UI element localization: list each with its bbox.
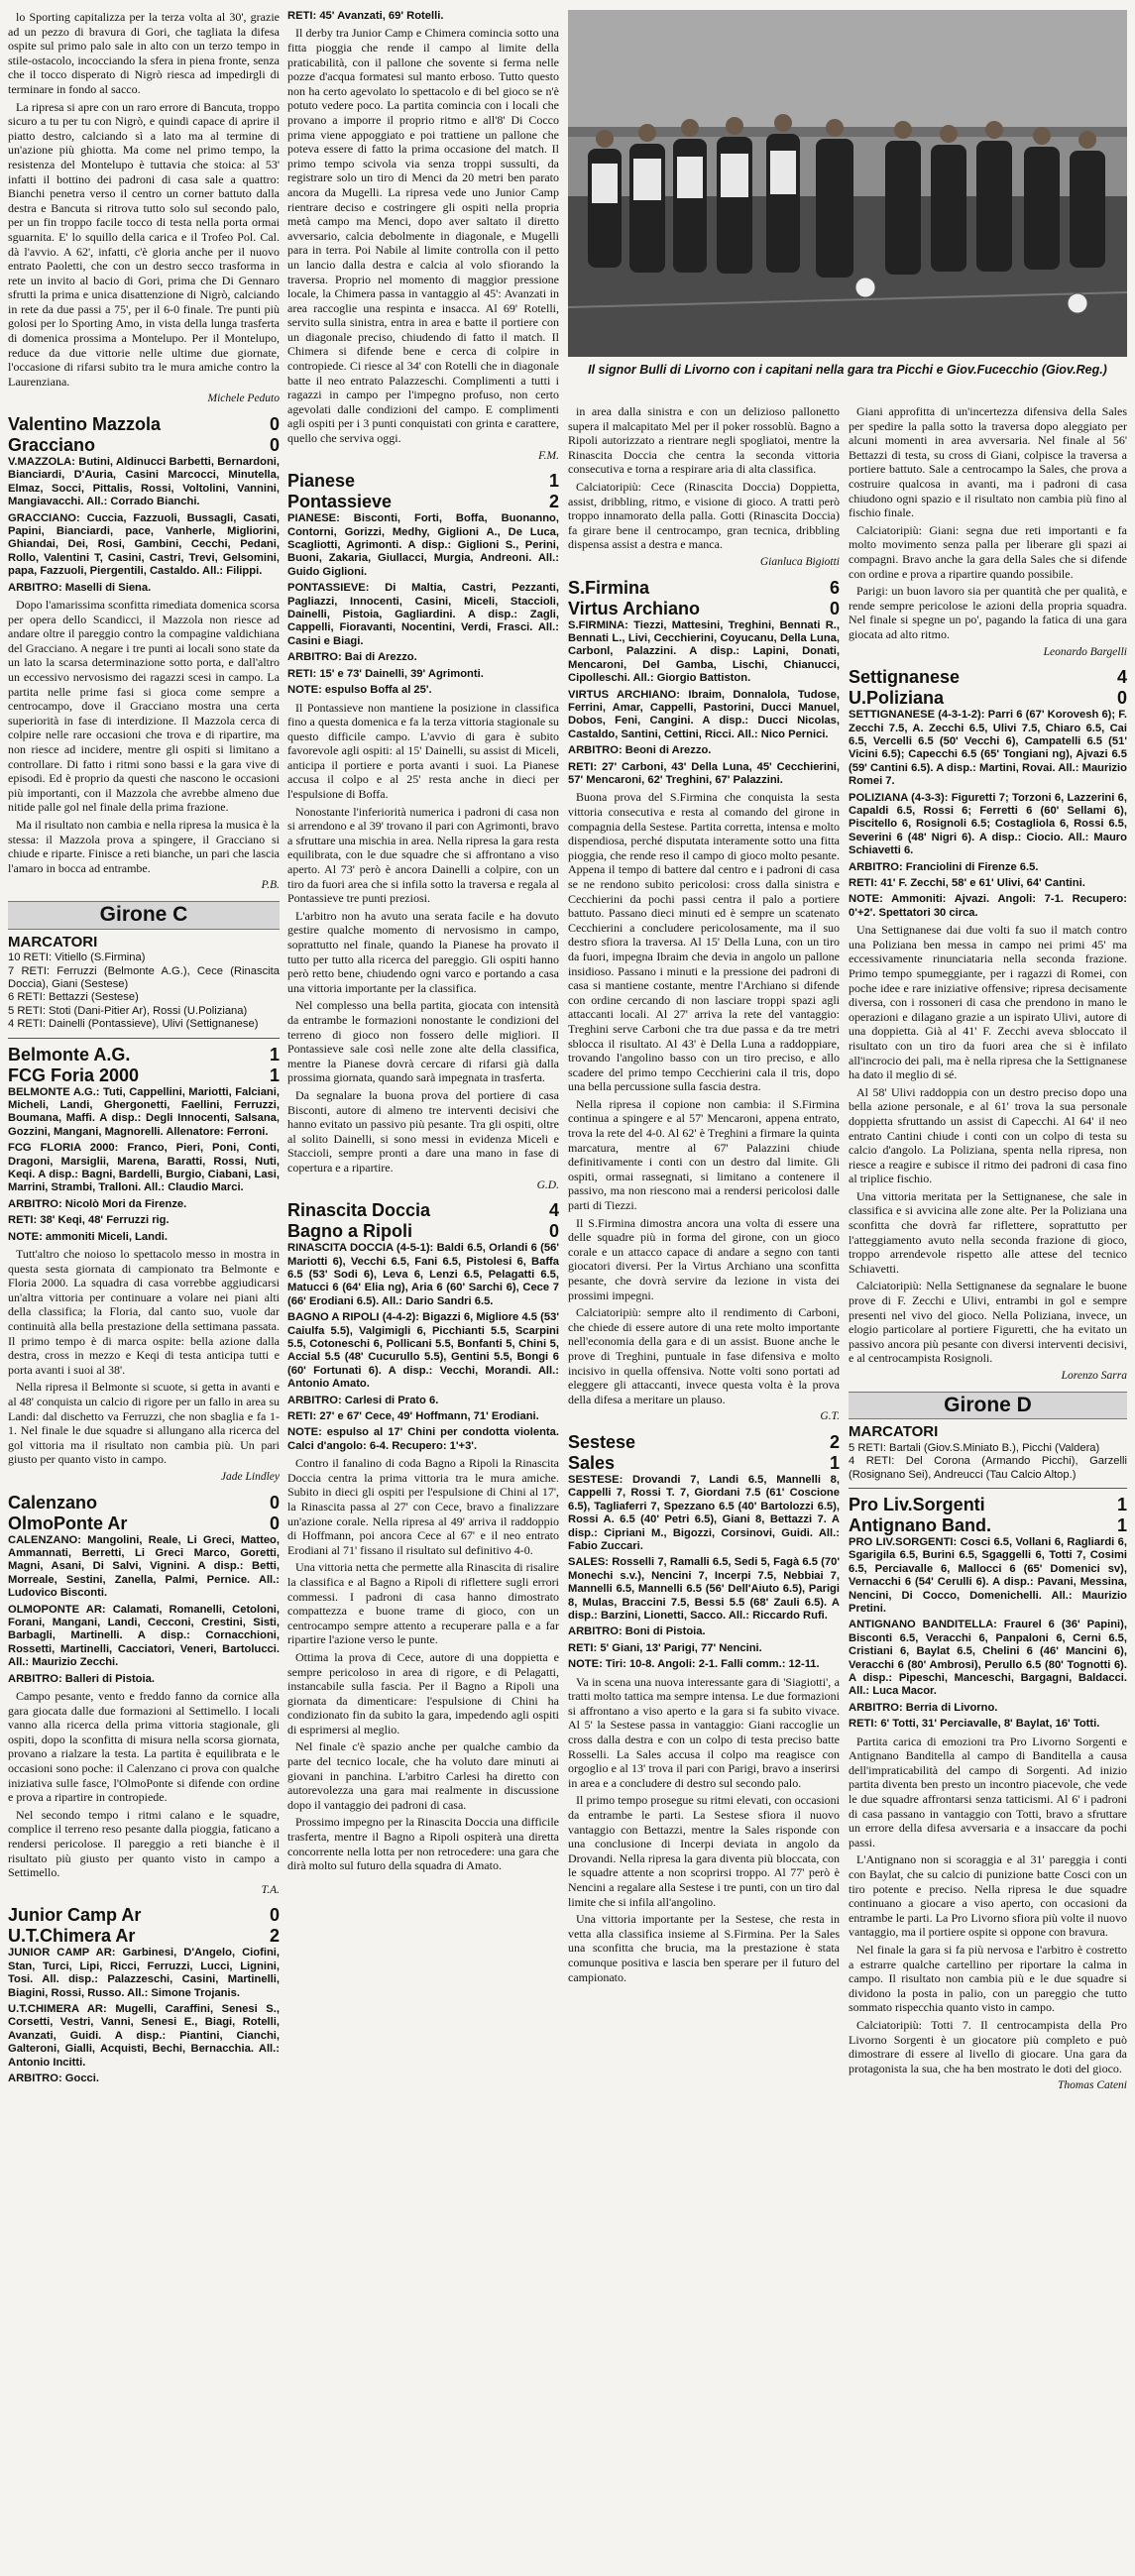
match-header <box>568 1432 840 1474</box>
article-text: Il S.Firmina dimostra ancora una volta di essere una delle squadre più in forma del girone, con un gioco corale e un attacco capace di andare a segno con tanti giocatori diversi. Per la Virtus Archiano una sconfitta pesante, che dovrà servire da lezione in vista dei prossimi impegni. <box>568 1215 840 1302</box>
lineup-away: GRACCIANO: Cuccia, Fazzuoli, Bussagli, Casati, Papini, Bianciardi, pace, Vanherle, Migliorini, Ghiandai, Dei, Rosi, Gambini, Cecchi, Pedani, Rollo, Valentini T, Casini, Castri, Trevi, Gelsomini, papa, Fazzuoli, Piergentili, Castaldo. All.: Filippi. <box>8 511 280 578</box>
article-text: Nel finale c'è spazio anche per qualche cambio da parte del tecnico locale, che ha voluto dare minuti ai giovani in panchina. L'arbitro Carlesi ha diretto con autorevolezza una gara mai realmente in discussione dopo il vantaggio dei padroni di casa. <box>287 1739 559 1812</box>
home-score: 6 <box>829 577 840 598</box>
referee: ARBITRO: Franciolini di Firenze 6.5. <box>849 860 1039 873</box>
home-score: 4 <box>548 1200 559 1221</box>
author-signature: Jade Lindley <box>220 1470 280 1483</box>
lineup-away: PONTASSIEVE: Di Maltia, Castri, Pezzanti, Pagliazzi, Innocenti, Casini, Miceli, Staccioli, Dainelli, Pistoia, Gagliardini. A disp.: Zagli, Cappelli, Fioravanti, Nocentini, Verdi, Frasci. All.: Casini e Biagi. <box>287 582 559 647</box>
article-text: in area dalla sinistra e con un delizioso pallonetto supera il malcapitato Mel per il poker rossoblù. Bagno a Ripoli autorizzato a rientrare negli spogliatoi, mentre la Rinascita Doccia che centra la seconda vittoria consecutiva e torna a respirare aria di alta classifica. <box>568 404 840 477</box>
goals: RETI: 27' e 67' Cece, 49' Hoffmann, 71' Erodiani. <box>287 1409 539 1422</box>
lineup-away: U.T.CHIMERA AR: Mugelli, Caraffini, Senesi S., Corsetti, Vestri, Vanni, Senesi E., Biagi, Rotelli, Avanzati, Guidi. A disp.: Piantini, Cianchi, Galteroni, Gialli, Acquisti, Bechi, Bernacchia. All.: Antonio Incitti. <box>8 2002 280 2069</box>
away-team: OlmoPonte Ar <box>8 1512 128 1533</box>
article-text: Il Pontassieve non mantiene la posizione in classifica fino a questa domenica e fa la terza vittoria stagionale su questo difficile campo. L'avvio di gara è subito favorevole agli ospiti: al 15' Dainelli, su assist di Miceli, anticipa il portiere e porta avanti i suoi. La Pianese accusa il colpo e al 25' resta anche in dieci per l'espulsione di Boffa. <box>287 700 559 802</box>
home-team: Pro Liv.Sorgenti <box>849 1495 985 1514</box>
group-d-banner: Girone D <box>849 1392 1127 1420</box>
goals: RETI: 41' F. Zecchi, 58' e 61' Ulivi, 64' Cantini. <box>849 876 1085 889</box>
photo-caption: Il signor Bulli di Livorno con i capitani nella gara tra Picchi e Giov.Fucecchio (Giov.Reg.) <box>588 363 1107 377</box>
article-text: La ripresa si apre con un raro errore di Bancuta, troppo sicuro a tu per tu con Nigrò, e quindi capace di aprire il piatto destro, calciando sì a lato ma al termine di un'azione più ghiotta. Ma come nel primo tempo, la resistenza del Montelupo è tuttavia che stoica: al 53' infatti il bottino dei padroni di casa sale a quattro: Bianchi penetra verso il centro un corner battuto dalla destra e Bancuta si ritrova tutto solo sul secondo palo, per un fin troppo facile tocco di testa nella porta ormai sguarnita. E' lo squillo della carica e il Trofeo Pol. Cal. dà l'avvio. A 62', infatti, c'è gloria anche per il nuovo entrato Paoletti, che con un destro secco trasforma in rete un invito al bacio di Gori, prima che Di Gennaro sfrutti la prima e unica disattenzione di Nigrò, calciando in rete da due passi a 75', per il 6-0 finale. Tre punti più golosi per lo Sporting Amo, in vista della lunga trasferta di domenica prossima a Montelupo. Per il Montelupo, reduce da due vittorie nelle ultime due giornate, l'occasione di rifarsi subito tra le mura amiche contro la Laurenziana. <box>8 99 280 389</box>
column-4 <box>849 404 1127 2569</box>
notes: NOTE: espulso al 17' Chini per condotta violenta. Calci d'angolo: 6-4. Recupero: 1'+3'. <box>287 1426 559 1452</box>
article-text: Contro il fanalino di coda Bagno a Ripoli la Rinascita Doccia centra la prima vittoria tra le mura amiche. Subito in dieci gli ospiti per l'espulsione di Chini al 17', la Rinascita passa al 27' con Cece, bravo a finalizzare un'azione corale. Nella ripresa al 49' arriva il raddoppio di Hoffmann, poi ancora Cece al 67' e il neo entrato Erodiani al 71' fissano il risultato sul definitivo 4-0. <box>287 1456 559 1557</box>
author-signature: Leonardo Bargelli <box>1043 645 1127 658</box>
match-header <box>8 1493 280 1534</box>
lineup-home: RINASCITA DOCCIA (4-5-1): Baldi 6.5, Orlandi 6 (56' Mariotti 6), Vecchi 6.5, Fani 6.5, Pistolesi 6, Baffa 6.5 (53' Sodi 6), Leva 6, Lenzi 6.5, Pelagatti 6.5, Matucci 6 (64' Elia ng), Aria 6 (60' Sarchi 6), Cece 7 (66' Erodiani 6.5). All.: Dario Sandri 6.5. <box>287 1242 559 1307</box>
match-header <box>849 667 1127 709</box>
notes: NOTE: Tiri: 10-8. Angoli: 2-1. Falli comm.: 12-11. <box>568 1658 820 1671</box>
home-score: 1 <box>1116 1495 1127 1514</box>
article-text: Calciatoripiù: Giani: segna due reti importanti e fa molto movimento senza palla per liberare gli spazi ai compagni. Bravo anche la gara della Sales che si difende con ordine e prova a ripartire quando possibile. <box>849 522 1127 581</box>
home-team: Rinascita Doccia <box>287 1200 431 1221</box>
match-header <box>8 1045 280 1086</box>
article-text: Campo pesante, vento e freddo fanno da cornice alla gara giocata dalle due formazioni al Settimello. I locali vanno alla ricerca della prima vittoria stagionale, gli ospiti, dopo la sconfitta di misura nella scorsa giornata, provano a rialzare la testa. La partita è equilibrata e le occasioni sono poche: il Calenzano ci prova con qualche iniziativa sulle fasce, l'OlmoPonte si difende con ordine e prova a ripartire in contropiede. <box>8 1689 280 1805</box>
match-header <box>568 578 840 619</box>
lineup-home: PRO LIV.SORGENTI: Cosci 6.5, Vollani 6, Ragliardi 6, Sgarigila 6.5, Burini 6.5, Sgaggelli 6, Totti 7, Cosimi 6.5, Perciavalle 6, Mallocci 6 (65' Domenici sv), Vernacchi 6 (54' Cerulli 6). A disp.: Pavani, Messina, Nencini, Di Cocco, Domenichelli. All.: Maurizio Pretini. <box>849 1536 1127 1616</box>
scorers-title: MARCATORI <box>8 933 98 951</box>
match-header <box>849 1495 1127 1536</box>
article-text: Calciatoripiù: sempre alto il rendimento di Carboni, che chiede di essere autore di una rete molto importante nell'economia della gara e di un assist. Buone anche le prove di Treghini, puntuale in fase difensiva e molto incisivo in quella offensiva. Notte volti sono portati ad eleggere gli attaccanti, invece questa volta è la prova della difesa a meritare un plauso. <box>568 1305 840 1406</box>
referee: ARBITRO: Bai di Arezzo. <box>287 651 417 664</box>
scorers-line: 4 RETI: Dainelli (Pontassieve), Ulivi (Settignanese) <box>8 1018 259 1031</box>
home-score: 0 <box>269 414 280 435</box>
away-team: Bagno a Ripoli <box>287 1221 412 1242</box>
away-score: 1 <box>269 1064 280 1085</box>
article-text: Ma il risultato non cambia e nella ripresa la musica è la stessa: il Mazzola prova a spingere, il Gracciano si chiude e riparte. Finisce a reti bianche, un pari che lascia l'amaro in bocca ad entrambe. <box>8 818 280 875</box>
referee: ARBITRO: Boni di Pistoia. <box>568 1625 706 1638</box>
referee: ARBITRO: Beoni di Arezzo. <box>568 744 712 757</box>
goals: RETI: 27' Carboni, 43' Della Luna, 45' Cecchierini, 57' Mencaroni, 62' Treghini, 67' Palazzini. <box>568 760 840 786</box>
article-text: Al 58' Ulivi raddoppia con un destro preciso dopo una bella azione personale, e al 61' trova la sua personale doppietta sfruttando un assist di Capecchi. Al 64' il neo entrato Cantini chiude i conti con un colpo di testa su calcio d'angolo. La Poliziana, spenta nella ripresa, non riesce a reagire e subisce il ritmo dei padroni di casa fino al triplice fischio. <box>849 1084 1127 1186</box>
article-text: Ottima la prova di Cece, autore di una doppietta e sempre pericoloso in area di rigore, e di Pelagatti, instancabile sulla fascia. Per il Bagno a Ripoli una giornata da dimenticare: l'espulsione di Chini ha condizionato fin da subito la gara, impedendo agli ospiti di esprimersi al meglio. <box>287 1649 559 1736</box>
scorers-line: 5 RETI: Stoti (Dani-Pitier Ar), Rossi (U.Poliziana) <box>8 1004 248 1017</box>
scorers-line: 5 RETI: Bartali (Giov.S.Miniato B.), Picchi (Valdera) <box>849 1441 1100 1454</box>
article-text: Calciatoripiù: Nella Settignanese da segnalare le buone prove di F. Zecchi e Ulivi, entrambi in gol e sempre presenti nel vivo del gioco. Nella Poliziana, invece, un elogio particolare al portiere Figuretti, che ha evitato un passivo ancora più pesante con diversi interventi decisivi, e al centrocampista Rosignoli. <box>849 1279 1127 1366</box>
lineup-home: PIANESE: Bisconti, Forti, Boffa, Buonanno, Contorni, Gorizzi, Medhy, Giglioni A., De Luca, Scagliotti, Agrimonti. A disp.: Giglioni S., Perini, Buoni, Zakaria, Giullacci, Murgia, Andreoni. All.: Guido Giglioni. <box>287 512 559 578</box>
away-team: Sales <box>568 1452 616 1473</box>
article-text: Va in scena una nuova interessante gara di 'Siagiotti', a tratti molto tattica ma sempre intensa. Le due formazioni si affrontano a viso aperto e la gara si fa subito vivace. Al 5' la Sestese passa in vantaggio: Giani raccoglie un cross dalla destra e con un colpo di testa preciso batte Rosselli. La Sales accusa il colpo ma reagisce con orgoglio e al 13' trova il pari con Parigi, bravo a inserirsi in area e a concludere di destro sul secondo palo. <box>568 1674 840 1790</box>
home-team: Valentino Mazzola <box>8 414 162 435</box>
away-score: 0 <box>829 598 840 618</box>
goals: RETI: 5' Giani, 13' Parigi, 77' Nencini. <box>568 1641 762 1654</box>
home-score: 2 <box>829 1431 840 1452</box>
home-score: 1 <box>269 1044 280 1064</box>
away-team: Virtus Archiano <box>568 598 701 618</box>
away-team: FCG Foria 2000 <box>8 1064 140 1085</box>
goals: RETI: 15' e 73' Dainelli, 39' Agrimonti. <box>287 667 484 680</box>
author-signature: P.B. <box>261 879 280 892</box>
article-text: Nonostante l'inferiorità numerica i padroni di casa non si arrendono e al 39' trovano il pari con Agrimonti, bravo a sfruttare una mischia in area. Nella ripresa la gara resta equilibrata, con le due squadre che si affrontano a viso aperto. Al 73' però è ancora Dainelli a colpire, con un tiro da fuori area che si infila sotto la traversa e regala al Pontassieve tre punti preziosi. <box>287 804 559 906</box>
lineup-away: ANTIGNANO BANDITELLA: Fraurel 6 (36' Papini), Bisconti 6.5, Veracchi 6, Panpaloni 6, Cerni 6.5, Cristiani 6, Baylat 6.5, Chelini 6 (46' Mancini 6), Veracchi 6 (80' Ambrosi), Perullo 6.5 (80' Tognotti 6). A disp.: Pipeschi, Manceschi, Bargagni, Baldacci. All.: Luca Macor. <box>849 1619 1127 1698</box>
photo-block <box>568 10 1127 398</box>
home-team: Junior Camp Ar <box>8 1905 142 1926</box>
match-header <box>8 1905 280 1947</box>
lineup-away: OLMOPONTE AR: Calamati, Romanelli, Cetoloni, Forani, Mangani, Landi, Cecconi, Crestini, Sisti, Barbagli, Martinelli. A disp.: Cornacchioni, Rossetti, Martinelli, Cacciatori, Veneri, Bartolucci. All.: Maurizio Zecchi. <box>8 1603 280 1669</box>
divider <box>849 1488 1127 1489</box>
article-text: L'Antignano non si scoraggia e al 31' pareggia i conti con Baylat, che su calcio di punizione batte Cosci con un tiro potente e preciso. Nella ripresa le due squadre continuano a giocare a viso aperto, con occasioni da entrambe le parti. La Pro Livorno sfiora più volte il nuovo vantaggio, ma il portiere ospite si oppone con bravura. <box>849 1852 1127 1940</box>
article-text: Una Settignanese dai due volti fa suo il match contro una Poliziana ben messa in campo nei primi 45' ma eccessivamente rinunciataria nella seconda frazione. Primo tempo spumeggiante, per i ragazzi di Romei, con poche idee e rare iniziative offensive; ripresa decisamente diversa, con i rossoneri di casa che prendono in mano le operazioni e dilagano grazie a un ispirato Ulivi, autore di una doppietta. Già al 41' F. Zecchi aveva sbloccato il risultato con un tiro da fuori area che si è infilato all'incrocio dei pali, ma è nella ripresa che la Settignanese ha dato il meglio di sé. <box>849 923 1127 1082</box>
home-team: Settignanese <box>849 667 961 688</box>
author-signature: Michele Peduto <box>207 392 280 405</box>
notes: NOTE: Ammoniti: Ajvazi. Angoli: 7-1. Recupero: 0'+2'. Spettatori 30 circa. <box>849 893 1127 919</box>
article-text: Parigi: un buon lavoro sia per quantità che per qualità, e rende sempre pericolose le azioni della propria squadra. Nel finale si spegne un po', pagando la fatica di una gara giocata ad alto ritmo. <box>849 584 1127 641</box>
lineup-away: BAGNO A RIPOLI (4-4-2): Bigazzi 6, Migliore 4.5 (53' Caiulfa 5.5), Valgimigli 6, Picchianti 5.5, Scarpini 5.5, Cotoneschi 6, Pollicani 5.5, Bonfanti 5, Chini 5, Accial 5.5 (48' Cucurullo 5.5), Gentini 5.5, Bongi 6 (60' Fortunati 6). A disp.: Vecchi, Morandi. All.: Antonio Amato. <box>287 1311 559 1391</box>
column-3 <box>568 404 840 2569</box>
article-text: lo Sporting capitalizza per la terza volta al 30', grazie ad un pezzo di bravura di Gori, che tagliata la difesa ospite sul primo palo sale in alto con un terzo tempo in stile-ostacolo, incocciando la sfera in piena fronte, senza che il tocco disperato di Nigrò riesca ad impedirgli di terminare in fondo al sacco. <box>8 10 280 96</box>
article-text: Il derby tra Junior Camp e Chimera comincia sotto una fitta pioggia che rende il campo al limite della praticabilità, con il pallone che sovente si ferma nelle pozze d'acqua formatesi sul manto erboso. Tutto questo non ha certo agevolato lo spettacolo e di bel gioco se n'è potuto vedere poco. La partita comincia con i locali che provano a imporre il proprio ritmo e all'8' Di Cocco prima viene appoggiato e poi trattiene un pallone che poteva essere di fatto la prima occasione del match. Il primo tempo scivola via senza troppi sussulti, da registrare solo un tiro di Menci da 20 metri ben parato ancora da Mugelli. La ripresa vede uno Junior Camp rientrare deciso e costringere gli ospiti nella propria metà campo ma Menci, dopo aver saltato il diretto avversario, calcia debolmente in diagonale, e Mugelli para in terra. Poi Nabile al limite controlla con il petto un lancio dalla destra e calcia al volo sfiorando la traversa. Proprio nel momento di maggior pressione locale, la Chimera passa in vantaggio al 45': Avanzati in area raccoglie una respinta e insacca. Al 69' Rotelli, servito sulla sinistra, entra in area e batte il portiere con un diagonale preciso, chiudendo di fatto il match. Il Chimera si difende bene e cerca di colpire in contropiede. Ci riesce al 34' con Rotelli che in diagonale batte il neo entrato Palazzeschi. Complimenti a tutti i ragazzi in campo per l'impegno profuso, non certo agevolati dalle condizioni del campo. E complimenti agli ospiti per i 3 punti conquistati con grinta e carattere, quello che serviva oggi. <box>287 26 559 446</box>
away-team: Gracciano <box>8 435 96 456</box>
article-text: Buona prova del S.Firmina che conquista la sesta vittoria consecutiva e resta al comando del girone in compagnia della Sestese. Partita corretta, intensa e molto dispendiosa, perché disputata interamente sotto una fitta pioggia, che rende reso il campo di gioco molto pesante. Appena il tempo di battere dal centro e i padroni di casa se ne rendono subito pericolosi: cross dalla sinistra e Cecchierini da pochi passi centra il palo a portiere battuto. Passano dieci minuti ed è sempre un scatenato Cecchierini a concludere pericolosamente, ma il suo destro sfiora la traversa. Al 15' Della Luna, con un tiro da fuori, impegna Ibraim che devia in angolo un pallone insidioso. Passano i minuti e la pressione dei padroni di casa si mantiene costante, mentre l'Archiano si difende con ordine cercando di non lasciare troppi spazi agli attaccanti locali. Al 27' arriva la rete del vantaggio: Treghini serve Carboni che tra due passa e da tre metri sblocca il risultato. Al 43' è Della Luna a raddoppiare, trovando l'angolino basso con un tiro preciso, e allo scadere del primo tempo Cecchierini cala il tris, dopo una bella percussione sulla fascia destra. <box>568 790 840 1094</box>
lineup-away: POLIZIANA (4-3-3): Figuretti 7; Torzoni 6, Lazzerini 6, Capaldi 6.5, Rossi 6; Ferretti 6 (60' Sellami 6), Piscitello 6, Rosignoli 6.5; Costagliola 6, Rossi 6.5, Severini 6 (48' Nigri 6). A disp.: Ciocio. All.: Mauro Schiavetti 6. <box>849 791 1127 857</box>
home-team: Belmonte A.G. <box>8 1044 131 1064</box>
away-team: Pontassieve <box>287 492 393 512</box>
lineup-home: BELMONTE A.G.: Tuti, Cappellini, Mariotti, Falciani, Micheli, Landi, Ghergonetti, Faellini, Ferruzzi, Boumana, Maffi. A disp.: Degli Innocenti, Salsana, Gozzini, Mangani, Magnorelli. Allenatore: Ferroni. <box>8 1085 280 1138</box>
author-signature: Gianluca Bigiotti <box>759 555 840 568</box>
article-text: Una vittoria meritata per la Settignanese, che sale in classifica e si avvicina alle zone alte. Per la Poliziana una sconfitta che dovrà far riflettere, soprattutto per l'atteggiamento avuto nella seconda frazione di gioco, troppo arrendevole rispetto alle attese del tecnico Schiavetti. <box>849 1188 1127 1276</box>
home-team: Calenzano <box>8 1492 98 1512</box>
author-signature: Thomas Cateni <box>1058 2079 1127 2092</box>
lineup-home: SESTESE: Drovandi 7, Landi 6.5, Mannelli 8, Cappelli 7, Rossi T. 7, Giordani 7.5 (61' Coscione 6.5), Tagliaferri 7, Spezzano 6.5 (40' Bartolozzi 6.5), Rossi A. 6.5 (40' Petri 6.5), Giani 8, Bettazzi 7. A disp.: Cipriani M., Bigozzi, Corsinovi, Guidi. All.: Fabio Zuccari. <box>568 1473 840 1552</box>
article-text: Giani approfitta di un'incertezza difensiva della Sales per spedire la palla sotto la traversa dopo aleggiato per alcuni momenti in area avversaria. Nel finale al 56' Bettazzi di testa, su cross di Giani, colpisce la traversa a portiere battuto. Sale a centrocampo la Sales, che prova a costruire qualcosa in avanti, ma i padroni di casa chiudono ogni spazio e il risultato non cambia più fino al fischio finale. <box>849 404 1127 520</box>
author-signature: G.T. <box>820 1410 840 1423</box>
article-text: Tutt'altro che noioso lo spettacolo messo in mostra in questa sesta giornata di campionato tra Belmonte e Floria 2000. La squadra di casa vorrebbe aggiudicarsi un'altra vittoria per continuare a volare nei piani alti della classifica; la Floria, dal canto suo, vuole dar continuità alla bella prestazione della settimana passata. Il primo tempo è di marca ospite: bella azione dalla destra, cross in mezzo e Keqi di testa anticipa tutti e porta avanti i suoi al 38'. <box>8 1247 280 1377</box>
group-c-banner: Girone C <box>8 901 280 930</box>
match-header <box>8 414 280 456</box>
away-score: 0 <box>269 1512 280 1533</box>
lineup-away: VIRTUS ARCHIANO: Ibraim, Donnalola, Tudose, Ferrini, Amar, Cappelli, Pastorini, Ducci Manuel, Dobos, Feni, Cangini. A disp.: Ducci Nicolas, Castaldo, Santini, Cettini, Ricci. All.: Nico Pernici. <box>568 688 840 740</box>
article-text: Calciatoripiù: Totti 7. Il centrocampista della Pro Livorno Sorgenti è un giocatore più completo e può dimostrare di essere al livello di giocare. Una gara da protagonista la sua, che ha ben mostrato le doti del gioco. <box>849 2017 1127 2075</box>
away-team: U.Poliziana <box>849 688 945 709</box>
home-team: Pianese <box>287 471 356 492</box>
scorers-title: MARCATORI <box>849 1423 939 1441</box>
notes: NOTE: espulso Boffa al 25'. <box>287 684 432 697</box>
lineup-home: V.MAZZOLA: Butini, Aldinucci Barbetti, Bernardoni, Bianciardi, D'Auria, Casini Marcocci, Minutella, Elmaz, Socci, Pittalis, Rossi, Voltolini, Vannini, Mangiavacchi. All.: Corrado Bianchi. <box>8 456 280 508</box>
lineup-home: CALENZANO: Mangolini, Reale, Li Greci, Matteo, Ammannati, Berretti, Li Greci Marco, Goretti, Magni, Asani, Di Salvi, Vignini. A disp.: Betti, Morreale, Sestini, Zanella, Palmi, Pernice. All.: Ludovico Bisconti. <box>8 1533 280 1600</box>
lineup-home: JUNIOR CAMP AR: Garbinesi, D'Angelo, Ciofini, Stan, Turci, Lipi, Ricci, Ferruzzi, Lucci, Lignini, Tosi. All. disp.: Palazzeschi, Casini, Martinelli, Biagini, Rossi, Russo. All.: Simone Trojanis. <box>8 1947 280 1999</box>
home-team: Sestese <box>568 1431 636 1452</box>
scorers-line: 4 RETI: Del Corona (Armando Picchi), Garzelli (Rosignano Sei), Andreucci (Tau Calcio Altop.) <box>849 1455 1127 1481</box>
scorers-line: 10 RETI: Vitiello (S.Firmina) <box>8 952 146 964</box>
article-text: Dopo l'amarissima sconfitta rimediata domenica scorsa per opera dello Scandicci, il Mazzola non riesce ad andare oltre il pareggio contro la compagine valdichiana del Gracciano. A negare i tre punti ai locali sono state da un lato la scarsa determinazione sotto porta, e dall'altro un eccessivo nervosismo dei ragazzi scesi in campo. La partita nelle prime fasi si gioca come sempre a centrocampo, dove il Gracciano mostra una certa superiorità in fase di interdizione. Il Mazzola cerca di colpire nelle rare occasioni che trova e di ripartire, ma non riesce ad incidere, mentre gli ospiti si limitano a controllare. Di fatto i ritmi sono bassi e la gara vive di episodi. Ed è proprio da questi che nascono le occasioni più importanti, con il Mazzola che avrebbe almeno due nitide palle gol nel finale della prima frazione. <box>8 598 280 815</box>
article-text: Nel finale la gara si fa più nervosa e l'arbitro è costretto a estrarre qualche cartellino per riportare la calma in campo. Il risultato non cambia più e le due squadre si dividono la posta in palio, con un pareggio che tutto sommato rispecchia quanto visto in campo. <box>849 1943 1127 2015</box>
referee: ARBITRO: Maselli di Siena. <box>8 581 152 594</box>
goals: RETI: 38' Keqi, 48' Ferruzzi rig. <box>8 1214 170 1227</box>
match-header <box>287 471 559 512</box>
team-captains-photo <box>568 10 1127 357</box>
column-1 <box>8 10 280 2569</box>
divider <box>8 1038 280 1039</box>
article-text: Una vittoria netta che permette alla Rinascita di risalire la classifica e al Bagno a Ripoli di riflettere sugli errori commessi. I padroni di casa hanno dimostrato compattezza e buone trame di gioco, con un centrocampo sempre attento a recuperare palla e a far ripartire l'azione verso le punte. <box>287 1560 559 1647</box>
photo-illustration <box>568 10 1127 357</box>
article-text: Nel complesso una bella partita, giocata con intensità da entrambe le formazioni nonostante le condizioni del terreno di gioco non fossero delle migliori. Il Pontassieve sale così nelle zone alte della classifica, mentre la Pianese dovrà cercare di rifarsi già dalla prossima giornata, quando sarà impegnata in trasferta. <box>287 998 559 1085</box>
scorers-line: 7 RETI: Ferruzzi (Belmonte A.G.), Cece (Rinascita Doccia), Giani (Sestese) <box>8 964 280 990</box>
author-signature: Lorenzo Sarra <box>1061 1370 1127 1382</box>
article-text: Partita carica di emozioni tra Pro Livorno Sorgenti e Antignano Banditella al campo di Banditella a causa dell'impraticabilità del campo di Sorgenti. Ad inizio partita diventa ben presto un incontro piacevole, che vede le due squadre affrontarsi senza tatticismi. Al 6' i padroni di casa passano in vantaggio con Totti, bravo a sfruttare un errore della difesa avversaria e a insaccare da pochi passi. <box>849 1734 1127 1849</box>
away-team: Antignano Band. <box>849 1515 991 1535</box>
referee: ARBITRO: Berria di Livorno. <box>849 1701 998 1714</box>
scorers-line: 6 RETI: Bettazzi (Sestese) <box>8 991 139 1004</box>
author-signature: F.M. <box>538 449 559 462</box>
referee: ARBITRO: Nicolò Mori da Firenze. <box>8 1197 187 1210</box>
referee: ARBITRO: Gocci. <box>8 2072 99 2084</box>
goals: RETI: 6' Totti, 31' Perciavalle, 8' Baylat, 16' Totti. <box>849 1718 1100 1731</box>
away-score: 0 <box>1116 688 1127 709</box>
article-text: Prossimo impegno per la Rinascita Doccia una difficile trasferta, mentre il Bagno a Ripoli ospiterà una diretta concorrente nella lotta per non retrocedere: una gara che dirà molto sul futuro della squadra di Amato. <box>287 1815 559 1873</box>
away-score: 1 <box>829 1452 840 1473</box>
lineup-away: FCG FLORIA 2000: Franco, Pieri, Poni, Conti, Dragoni, Marsiglii, Marena, Baratti, Rossi, Nuti, Keqi. A disp.: Bagni, Bardelli, Burgio, Ciabani, Lasi, Marrini, Strambi, Tralloni. All.: Claudio Marci. <box>8 1142 280 1194</box>
home-score: 1 <box>548 471 559 492</box>
author-signature: T.A. <box>261 1883 280 1896</box>
goals: RETI: 45' Avanzati, 69' Rotelli. <box>287 10 444 22</box>
column-2 <box>287 10 559 2569</box>
article-text: Nella ripresa il Belmonte si scuote, si getta in avanti e al 48' conquista un calcio di rigore per un fallo in area su Landi: dal dischetto va Ferruzzi, che non sbaglia e fa 1-1. Nel finale le due squadre si allungano alla ricerca del gol vittoria ma il risultato non cambia più. Un pari giusto per quanto visto in campo. <box>8 1380 280 1467</box>
away-team: U.T.Chimera Ar <box>8 1926 136 1947</box>
article-text: Da segnalare la buona prova del portiere di casa Bisconti, autore di almeno tre interventi decisivi che hanno evitato un passivo più pesante. Tra gli ospiti, oltre al solito Dainelli, si sono messi in evidenza Miceli e Staccioli, sempre pronti a dare una mano in fase di copertura e a ripartire. <box>287 1087 559 1175</box>
article-text: L'arbitro non ha avuto una serata facile e ha dovuto gestire qualche momento di nervosismo in campo, soprattutto nel finale, quando la Pianese ha provato il tutto per tutto alla ricerca del pareggio. Gli ospiti hanno però retto bene, chiudendo ogni varco e portando a casa una vittoria importante per la classifica. <box>287 908 559 995</box>
article-text: Il primo tempo prosegue su ritmi elevati, con occasioni da entrambe le parti. La Sestese sfiora il nuovo vantaggio con Bettazzi, mentre la Sales risponde con una conclusione di Incerpi deviata in angolo da Drovandi. Nella ripresa la gara diventa più bloccata, con le squadre attente a non scoprirsi troppo. Al 77' però è Nencini a regalare alla Sestese i tre punti, con un tiro dal limite che si infila all'angolino. <box>568 1793 840 1909</box>
away-score: 0 <box>548 1221 559 1242</box>
away-score: 0 <box>269 435 280 456</box>
lineup-home: S.FIRMINA: Tiezzi, Mattesini, Treghini, Bennati R., Bennati L., Livi, Cecchierini, Coyucanu, Della Luna, Carbonl, Palazzini. A disp.: Lapini, Donati, Mencaroni, Del Gamba, Lischi, Chianucci, Cipolleschi. All.: Giorgio Battiston. <box>568 618 840 685</box>
home-team: S.Firmina <box>568 577 650 598</box>
lineup-home: SETTIGNANESE (4-3-1-2): Parri 6 (67' Korovesh 6); F. Zecchi 7.5, A. Zecchi 6.5, Ulivi 7.5, Chiaro 6.5, Cai 6.5, Vercelli 6.5 (50' Vecchi 6), Campatelli 6.5 (51' Vicini 6.5); Capecchi 6.5 (65' Tongiani ng), Ajvazi 6.5 (59' Cantini 6.5). A disp.: Martini, Rovai. All.: Maurizio Romei 7. <box>849 709 1127 788</box>
article-text: Una vittoria importante per la Sestese, che resta in vetta alla classifica insieme al S.Firmina. Per la Sales una sconfitta che brucia, ma la prestazione è stata comunque positiva e lascia ben sperare per il futuro del campionato. <box>568 1912 840 1984</box>
article-text: Calciatoripiù: Cece (Rinascita Doccia) Doppietta, assist, dribbling, ritmo, e visione di gioco. A tratti però troppo innamorato della palla. Gotti (Rinascita Doccia) fa girare bene il centrocampo, gran tecnica, dribbling dispensa assist a destra e manca. <box>568 479 840 552</box>
away-score: 2 <box>548 492 559 512</box>
lineup-away: SALES: Rosselli 7, Ramalli 6.5, Sedi 5, Fagà 6.5 (70' Monechi s.v.), Nencini 7, Incerpi 7.5, Nebbiai 7, Mannelli 6.5, Mannelli 6.5 (56' Dell'Aiuto 6.5), Parigi 8, Mulas, Braccini 7.5, Bessi 5.5 (68' Zauli 6.5). A disp.: Barzini, Lionetti, Sacco. All.: Riccardo Rufi. <box>568 1556 840 1622</box>
away-score: 1 <box>1116 1515 1127 1535</box>
referee: ARBITRO: Balleri di Pistoia. <box>8 1672 155 1685</box>
notes: NOTE: ammoniti Miceli, Landi. <box>8 1230 168 1243</box>
home-score: 4 <box>1116 667 1127 688</box>
article-text: Nel secondo tempo i ritmi calano e le squadre, complice il terreno reso pesante dalla pioggia, faticano a rendersi pericolose. Il pareggio a reti bianche è il risultato più giusto per quanto visto in campo a Settimello. <box>8 1807 280 1880</box>
referee: ARBITRO: Carlesi di Prato 6. <box>287 1394 439 1406</box>
article-text: Nella ripresa il copione non cambia: il S.Firmina continua a spingere e al 57' Mencaroni, appena entrato, trova la rete del 4-0. Al 62' è Treghini a firmare la quinta marcatura, mentre al 67' Palazzini chiude definitivamente i conti con un destro dal limite. Gli ospiti, ormai rassegnati, si limitano a contenere il passivo, ma non riescono mai a rendersi pericolosi dalle parti di Tiezzi. <box>568 1096 840 1213</box>
match-header <box>287 1200 559 1242</box>
away-score: 2 <box>269 1926 280 1947</box>
home-score: 0 <box>269 1492 280 1512</box>
home-score: 0 <box>269 1905 280 1926</box>
author-signature: G.D. <box>536 1178 559 1191</box>
